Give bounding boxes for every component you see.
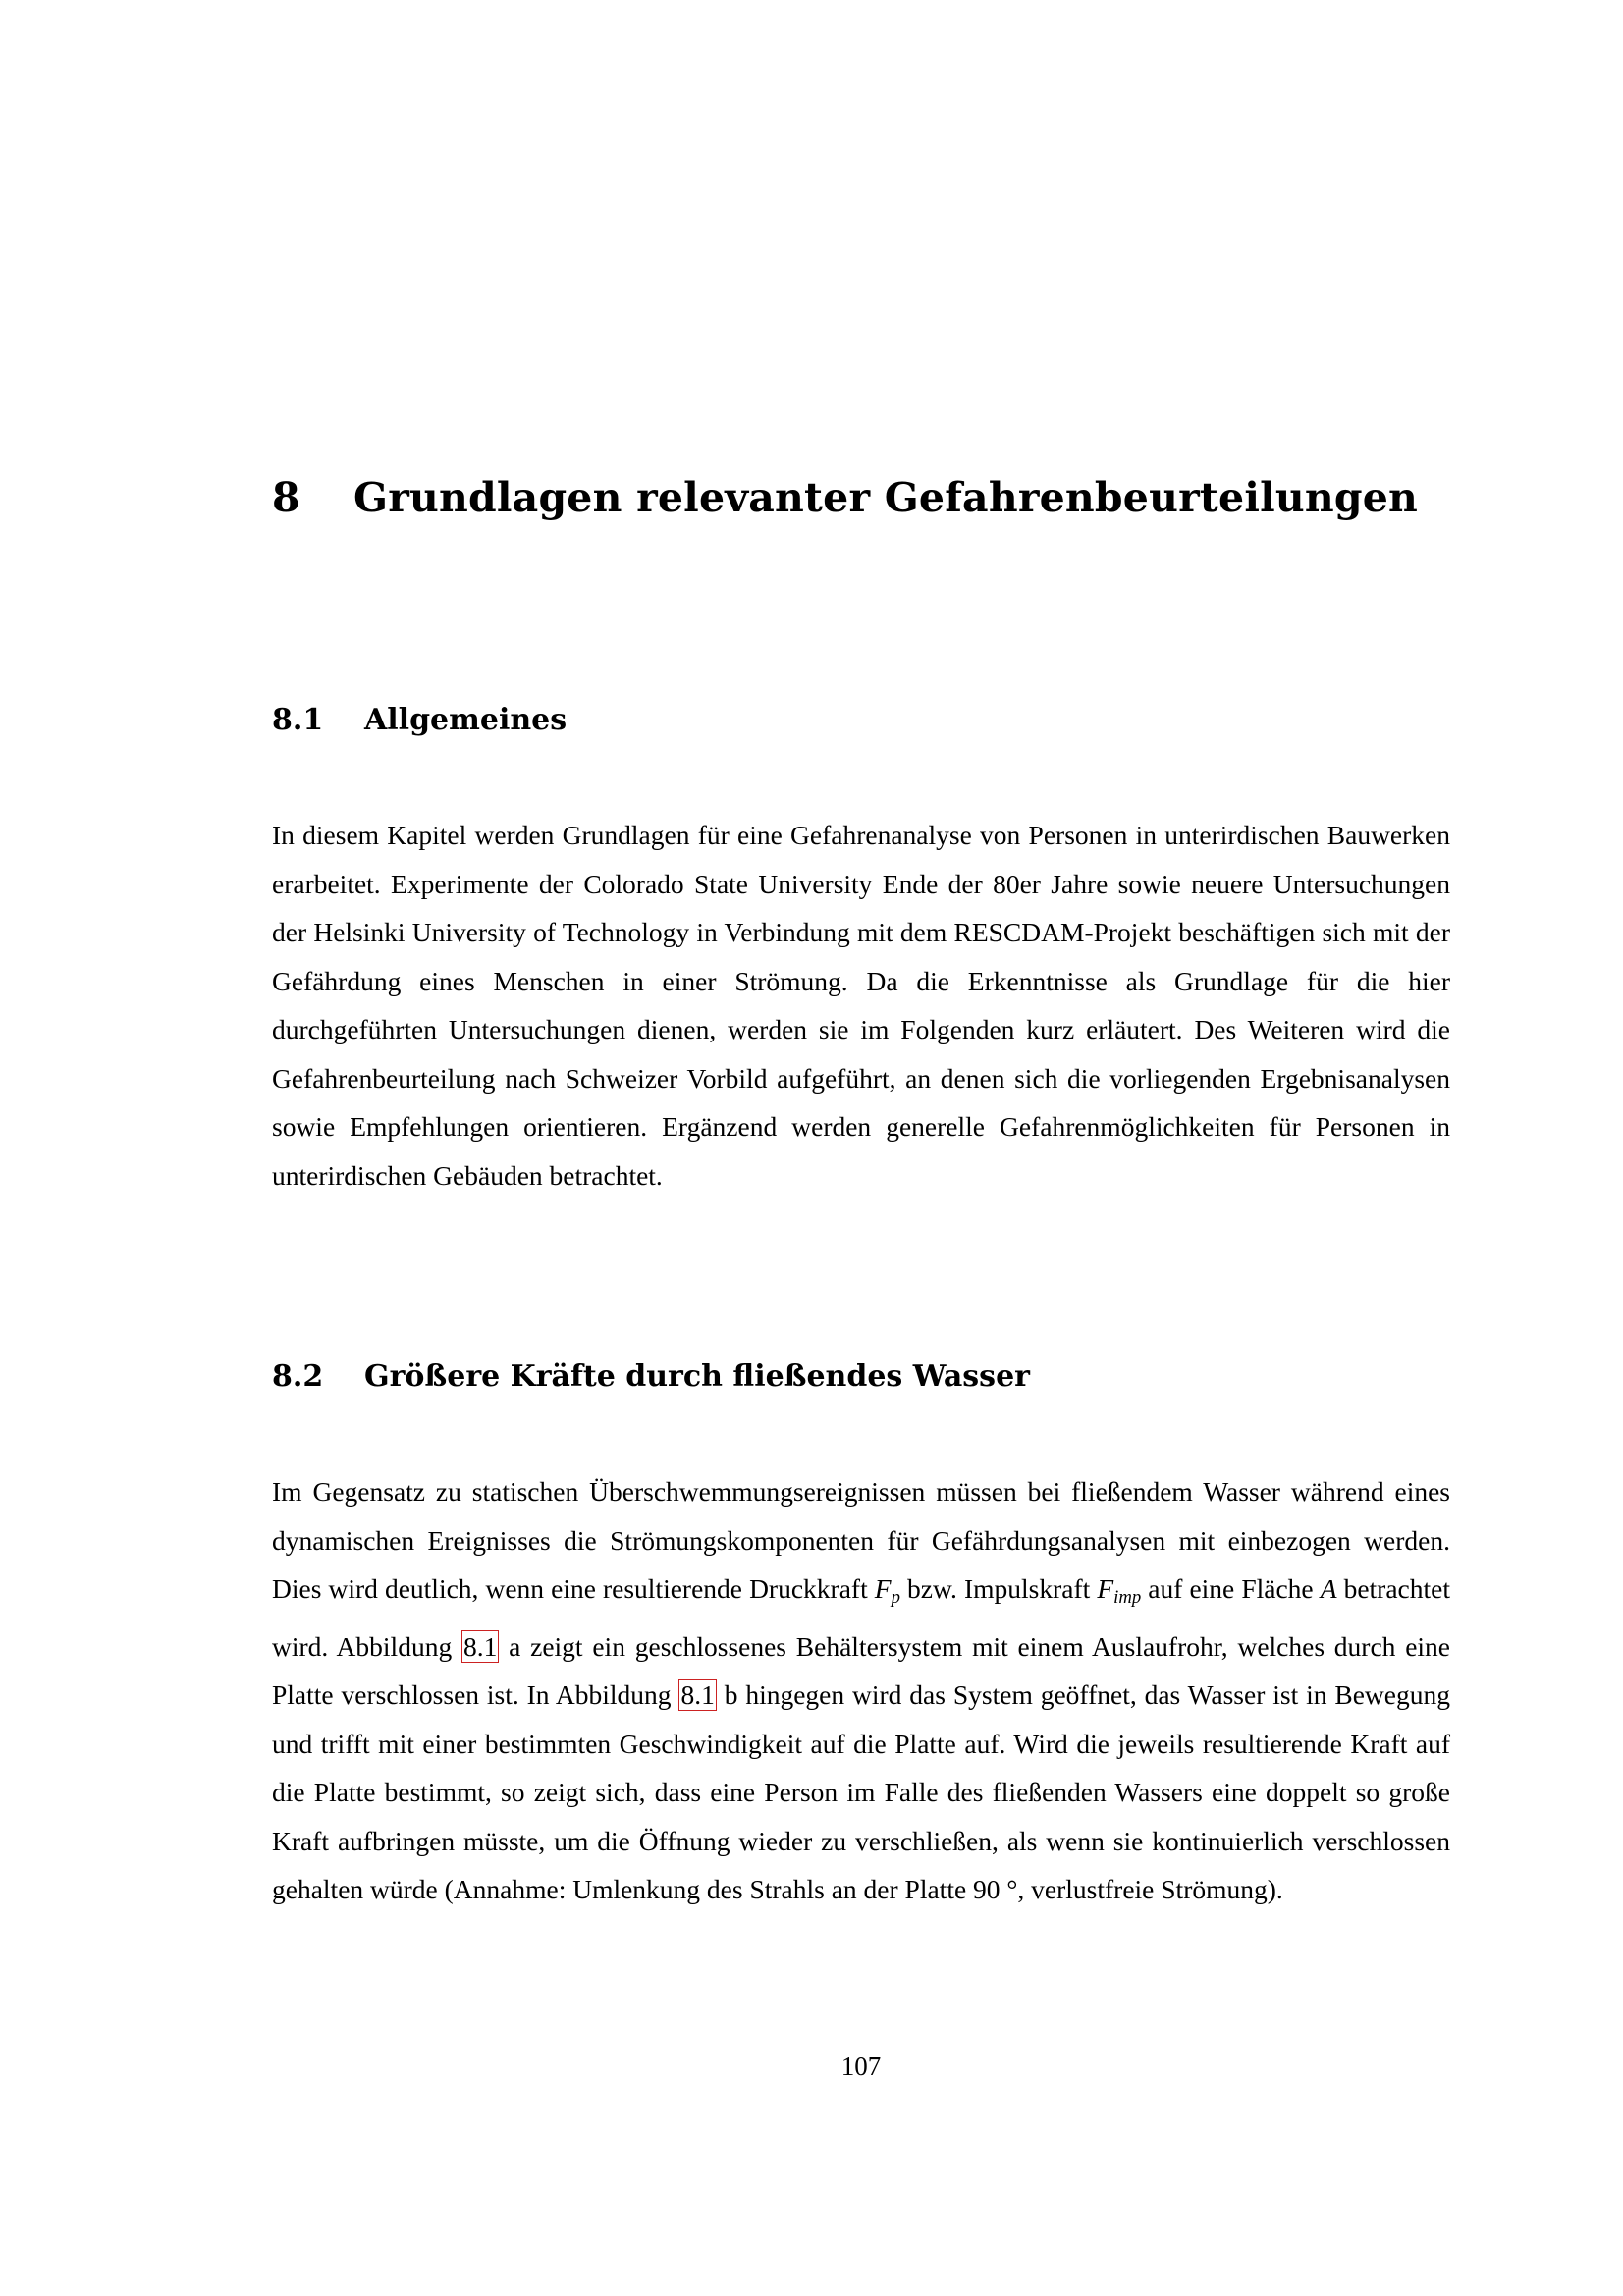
section-heading-8-1 bbox=[272, 703, 567, 737]
section-title-8-2: Größere Kräfte durch fließendes Wasser bbox=[364, 1360, 1030, 1394]
section-number-8-2: 8.2 bbox=[272, 1360, 324, 1394]
paragraph-8-2-part4: betrachtet wird. Abbildung bbox=[272, 1574, 1450, 1662]
paragraph-8-2-part6: b hingegen wird das System geöffnet, das Wasser ist in Bewegung und trifft mit einer bestimmten Geschwindigkeit auf die Platte auf. Wird die jeweils resultierende Kraft auf die Platte bestimmt, so zeigt sich, dass eine Person im Falle des fließenden Wassers eine doppelt so große Kraft aufbringen müsste, um die Öffnung wieder zu verschließen, als wenn sie kontinuierlich verschlossen gehalten würde (Annahme: Umlenkung des Strahls an der Platte 90 °, verlustfreie Strömung). bbox=[272, 1680, 1450, 1905]
paragraph-8-2-part1: Im Gegensatz zu statischen Überschwemmungsereignissen müssen bei fließendem Wasser während eines dynamischen Ereignisses die Strömungskomponenten für Gefährdungsanalysen mit einbezogen werden. Dies wird deutlich, wenn eine resultierende Druckkraft bbox=[272, 1476, 1450, 1604]
chapter-title-text: Grundlagen relevanter Gefahrenbeurteilungen bbox=[353, 474, 1419, 521]
math-var-fimp: F bbox=[1097, 1574, 1114, 1604]
math-sub-fimp: imp bbox=[1113, 1587, 1142, 1609]
section-heading-8-2 bbox=[272, 1360, 1030, 1394]
figure-reference-link-2[interactable]: 8.1 bbox=[680, 1680, 715, 1711]
chapter-number: 8 bbox=[272, 474, 300, 521]
paragraph-8-2-part3: auf eine Fläche bbox=[1141, 1574, 1321, 1604]
math-sub-fp: p bbox=[891, 1587, 900, 1609]
paragraph-8-1: In diesem Kapitel werden Grundlagen für eine Gefahrenanalyse von Personen in unterirdischen Bauwerken erarbeitet. Experimente der Colorado State University Ende der 80er Jahre sowie neuere Untersuchungen der Helsinki University of Technology in Verbindung mit dem RESCDAM-Projekt beschäftigen sich mit der Gefährdung eines Menschen in einer Strömung. Da die Erkenntnisse als Grundlage für die hier durchgeführten Untersuchungen dienen, werden sie im Folgenden kurz erläutert. Des Weiteren wird die Gefahrenbeurteilung nach Schweizer Vorbild aufgeführt, an denen sich die vorliegenden Ergebnisanalysen sowie Empfehlungen orientieren. Ergänzend werden generelle Gefahrenmöglichkeiten für Personen in unterirdischen Gebäuden betrachtet. bbox=[272, 820, 1450, 1191]
section-title-8-1: Allgemeines bbox=[364, 703, 568, 737]
math-var-fp: F bbox=[874, 1574, 892, 1604]
math-var-a: A bbox=[1320, 1574, 1337, 1604]
chapter-heading bbox=[272, 474, 1418, 521]
paragraph-8-2 bbox=[272, 1468, 1450, 1914]
section-number-8-1: 8.1 bbox=[272, 703, 324, 737]
paragraph-8-2-part2: bzw. Impulskraft bbox=[899, 1574, 1098, 1604]
paragraph-8-2-part5: a zeigt ein geschlossenes Behältersystem mit einem Auslaufrohr, welches durch eine Platte verschlossen ist. In Abbildung bbox=[272, 1630, 1451, 1711]
figure-reference-link-1[interactable]: 8.1 bbox=[462, 1630, 498, 1662]
page-number: 107 bbox=[840, 2052, 882, 2081]
